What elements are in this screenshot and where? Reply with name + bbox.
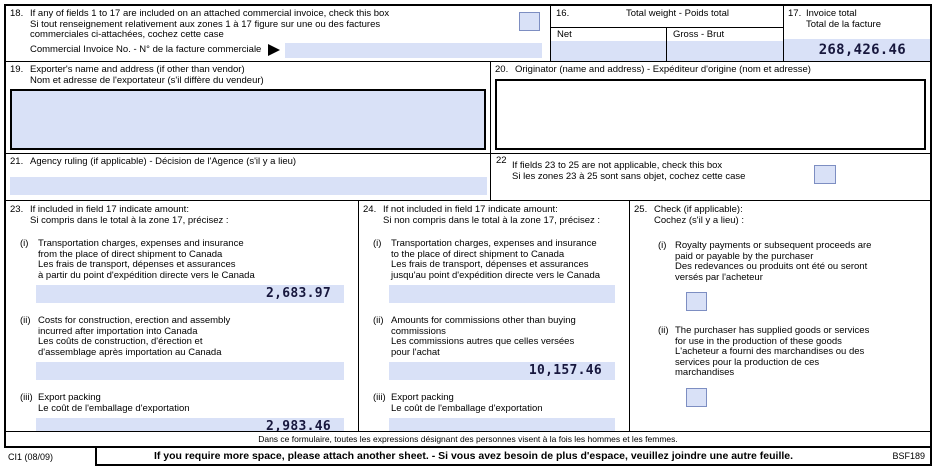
field-25-title-en: Check (if applicable): [654, 204, 743, 215]
line: Export packing [391, 392, 454, 403]
field-22-checkbox[interactable] [814, 165, 836, 184]
field-25-ii-purchaser-supplied-checkbox[interactable] [686, 388, 707, 407]
net-weight-column [551, 28, 667, 61]
line: Les commissions autres que celles versées [391, 336, 575, 347]
field-23-title-text [30, 205, 229, 226]
field-23-item-i [10, 239, 358, 303]
field-23-ii-construction-input[interactable] [36, 362, 344, 380]
field-23-i-amount: 2,683.97 [265, 285, 331, 301]
line: marchandises [675, 367, 735, 378]
invoice-total-label-fr: Total de la facture [806, 18, 881, 30]
item-marker: (iii) [373, 392, 386, 403]
field-24-title-text [383, 205, 600, 226]
field-24-title-en: If not included in field 17 indicate amount: [383, 204, 558, 215]
originator-label: Originator (name and address) - Expéditeur d'origine (nom et adresse) [515, 64, 811, 75]
exporter-label-fr: Nom et adresse de l'exportateur (s'il diffère du vendeur) [30, 74, 264, 86]
field-16-number: 16. [556, 8, 570, 19]
invoice-total-value: 268,426.46 [818, 41, 906, 58]
field-23-item-i-text [20, 239, 358, 281]
line: Export packing [38, 392, 101, 403]
line: L'acheteur a fourni des marchandises ou des [675, 346, 865, 357]
line: Costs for construction, erection and assembly [38, 315, 231, 326]
line: Les frais de transport, dépenses et assurances [38, 259, 236, 270]
commercial-invoice-no-input[interactable] [285, 43, 542, 58]
field-25-title-fr: Cochez (s'il y a lieu) : [654, 214, 744, 226]
item-marker: (i) [658, 240, 667, 251]
field-25-i-royalty-checkbox[interactable] [686, 292, 707, 311]
row-21-22 [6, 154, 930, 201]
line: Des redevances ou produits ont été ou seront [675, 261, 868, 272]
field-25-item-ii [634, 326, 930, 407]
field-17 [784, 6, 930, 61]
row-19-20 [6, 62, 930, 154]
row-23-24-25 [6, 201, 930, 432]
field-18-top [10, 9, 550, 41]
field-23-item-iii [10, 393, 358, 431]
field-20-label [495, 65, 926, 76]
line: d'assemblage après importation au Canada [38, 346, 222, 358]
field-17-header [784, 6, 930, 39]
field-20-number: 20. [495, 64, 509, 75]
line: Transportation charges, expenses and insurance [391, 238, 597, 249]
field-24-item-i-text [373, 239, 629, 281]
field-16-body [551, 28, 783, 61]
net-weight-input[interactable] [551, 41, 666, 61]
form-number: BSF189 [892, 450, 925, 461]
line: versés par l'acheteur [675, 271, 763, 283]
total-weight-label: Total weight - Poids total [626, 8, 729, 19]
field-23-item-i-lines [38, 239, 255, 281]
field-23-i-transportation-input[interactable] [36, 285, 344, 303]
arrow-right-icon [268, 44, 280, 56]
row-18-16-17 [6, 6, 930, 62]
line: to the place of direct shipment to Canada [391, 248, 565, 260]
field-18-checkbox[interactable] [519, 12, 540, 31]
footer-instruction-box [95, 448, 932, 466]
field-18-number: 18. [10, 8, 24, 19]
form-table [4, 4, 932, 448]
line: paid or payable by the purchaser [675, 250, 814, 262]
form-footer [4, 448, 932, 466]
gender-note: Dans ce formulaire, toutes les expressions désignant des personnes visent à la fois les hommes et les femmes. [258, 433, 678, 444]
field-25-title-text [654, 205, 744, 226]
field-24-item-ii [363, 316, 629, 380]
field-18-line1: If any of fields 1 to 17 are included on an attached commercial invoice, check this box [30, 8, 390, 19]
field-24-item-ii-lines [391, 316, 576, 358]
field-21-label [10, 157, 487, 168]
field-25-item-ii-lines [675, 326, 869, 379]
field-24-i-transportation-input[interactable] [389, 285, 615, 303]
field-24-item-iii [363, 393, 629, 431]
line: à partir du point d'expédition directe vers le Canada [38, 269, 255, 281]
field-24-item-ii-text [373, 316, 629, 358]
field-24-item-iii-lines [391, 393, 543, 414]
field-18-line2: Si tout renseignement relativement aux zones 1 à 17 figure sur une ou des factures [30, 18, 381, 30]
exporter-name-address-input[interactable] [10, 89, 486, 150]
field-25-item-i-lines [675, 241, 871, 283]
line: jusqu'au point d'expédition directe vers le Canada [391, 269, 601, 281]
field-25-number: 25. [634, 204, 648, 215]
field-16 [551, 6, 784, 61]
field-16-header [551, 6, 783, 28]
agency-ruling-label: Agency ruling (if applicable) - Décision de l'Agence (s'il y a lieu) [30, 156, 297, 167]
gross-weight-input[interactable] [667, 41, 783, 61]
gross-label: Gross - Brut [673, 29, 725, 40]
field-23-item-iii-lines [38, 393, 190, 414]
field-20 [491, 62, 930, 153]
field-18-line3: commerciales ci-attachées, cochez cette case [30, 29, 224, 40]
field-22-number: 22 [496, 155, 507, 166]
field-21 [6, 154, 491, 200]
field-22 [491, 154, 930, 200]
field-23-item-ii [10, 316, 358, 380]
field-19 [6, 62, 491, 153]
field-18 [6, 6, 551, 61]
footer-instruction: If you require more space, please attach another sheet. - Si vous avez besoin de plus d'espace, veuillez joindre une autre feuille. [153, 449, 794, 462]
field-24-title-fr: Si non compris dans le total à la zone 17, précisez : [383, 214, 601, 226]
line: Les coûts de construction, d'érection et [38, 336, 203, 347]
field-19-number: 19. [10, 64, 24, 75]
field-23 [6, 201, 359, 431]
field-24-number: 24. [363, 204, 377, 215]
line: for use in the production of these goods [675, 335, 842, 347]
agency-ruling-input[interactable] [10, 177, 487, 195]
field-23-item-iii-text [20, 393, 358, 414]
originator-name-address-input[interactable] [495, 79, 926, 151]
field-23-iii-amount: 2,983.46 [265, 418, 331, 431]
field-24-item-iii-text [373, 393, 629, 414]
field-22-label [512, 161, 745, 182]
field-24-item-i-lines [391, 239, 600, 281]
exporter-label-en: Exporter's name and address (if other than vendor) [30, 64, 245, 75]
field-24 [359, 201, 630, 431]
field-22-line1: If fields 23 to 25 are not applicable, check this box [512, 160, 723, 171]
field-25-item-i [634, 241, 930, 311]
field-23-title-en: If included in field 17 indicate amount: [30, 204, 189, 215]
field-23-item-ii-lines [38, 316, 230, 358]
line: pour l'achat [391, 346, 440, 358]
commercial-invoice-no-label: Commercial Invoice No. - N° de la facture commerciale [30, 43, 262, 55]
net-label: Net [557, 29, 572, 40]
field-22-line2: Si les zones 23 à 25 sont sans objet, cochez cette case [512, 170, 746, 182]
field-21-number: 21. [10, 156, 24, 167]
invoice-total-label [806, 9, 881, 39]
item-marker: (iii) [20, 392, 33, 403]
field-25 [630, 201, 930, 431]
invoice-total-label-en: Invoice total [806, 8, 857, 19]
item-marker: (ii) [373, 315, 384, 326]
line: commissions [391, 325, 446, 337]
item-marker: (ii) [20, 315, 31, 326]
line: Les frais de transport, dépenses et assurances [391, 259, 589, 270]
field-23-iii-export-packing-input[interactable] [36, 418, 344, 431]
field-23-title-fr: Si compris dans le total à la zone 17, précisez : [30, 214, 229, 226]
line: The purchaser has supplied goods or services [675, 325, 870, 336]
line: Le coût de l'emballage d'exportation [38, 402, 190, 414]
field-18-label [30, 9, 432, 41]
line: from the place of direct shipment to Canada [38, 248, 223, 260]
form-code: CI1 (08/09) [8, 451, 54, 462]
line: incurred after importation into Canada [38, 325, 198, 337]
field-24-ii-commissions-input[interactable] [389, 362, 615, 380]
field-24-ii-amount: 10,157.46 [528, 362, 602, 378]
line: services pour la production de ces [675, 356, 820, 368]
invoice-total-input[interactable] [784, 39, 930, 61]
field-24-iii-export-packing-input[interactable] [389, 418, 615, 431]
field-24-item-i [363, 239, 629, 303]
item-marker: (i) [20, 238, 29, 249]
field-25-item-i-text [658, 241, 930, 283]
note-row [6, 432, 930, 446]
field-17-number: 17. [788, 8, 802, 19]
field-19-label [10, 65, 486, 76]
item-marker: (i) [373, 238, 382, 249]
field-23-item-ii-text [20, 316, 358, 358]
commercial-invoice-no-row [30, 43, 542, 58]
item-marker: (ii) [658, 325, 669, 336]
field-25-item-ii-text [658, 326, 930, 379]
field-23-number: 23. [10, 204, 24, 215]
line: Royalty payments or subsequent proceeds are [675, 240, 872, 251]
field-23-title [10, 205, 358, 226]
gross-weight-column [667, 28, 783, 61]
field-25-title [634, 205, 930, 226]
line: Transportation charges, expenses and insurance [38, 238, 244, 249]
line: Amounts for commissions other than buying [391, 315, 576, 326]
field-24-title [363, 205, 629, 226]
line: Le coût de l'emballage d'exportation [391, 402, 543, 414]
